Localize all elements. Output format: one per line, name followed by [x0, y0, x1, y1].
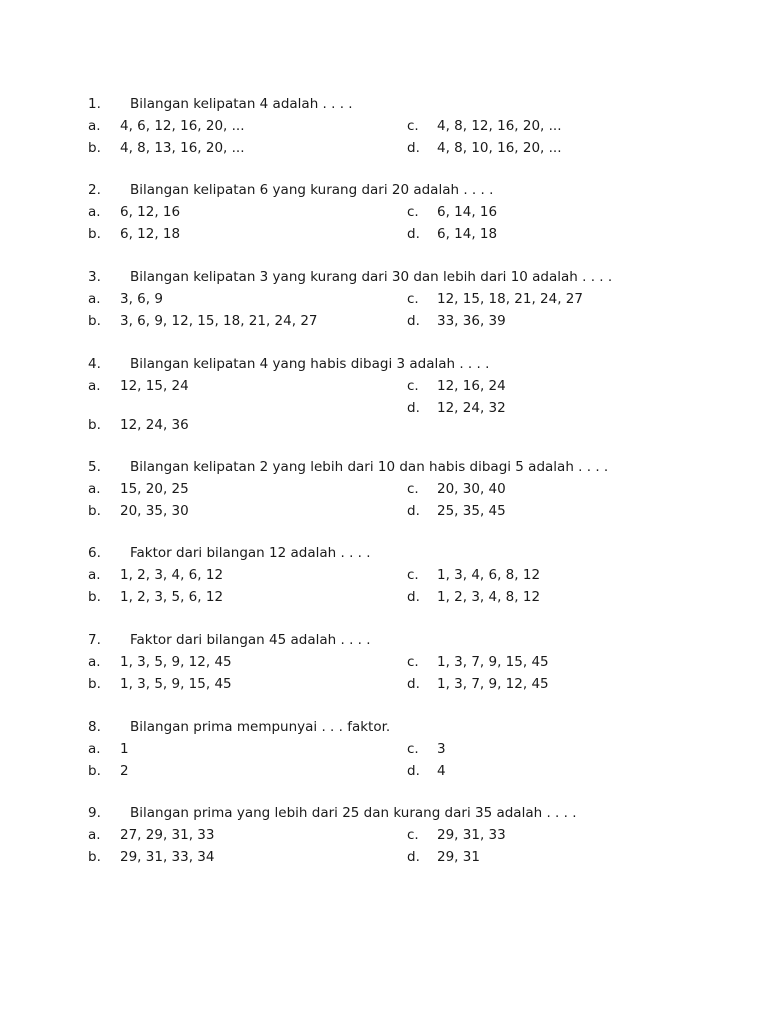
option-a-text: 6, 12, 16	[120, 204, 181, 220]
option-b-text: 1, 2, 3, 5, 6, 12	[120, 589, 224, 605]
option-letter: c.	[407, 567, 419, 583]
option-letter: a.	[88, 741, 101, 757]
option-c-text: 12, 15, 18, 21, 24, 27	[437, 291, 583, 307]
option-letter: a.	[88, 118, 101, 134]
option-letter: d.	[407, 763, 420, 779]
option-a-text: 4, 6, 12, 16, 20, ...	[120, 118, 245, 134]
option-b-text: 3, 6, 9, 12, 15, 18, 21, 24, 27	[120, 313, 318, 329]
option-c-text: 4, 8, 12, 16, 20, ...	[437, 118, 562, 134]
option-letter: b.	[88, 140, 101, 156]
option-letter: c.	[407, 291, 419, 307]
question-number: 9.	[88, 805, 101, 821]
question-text: Faktor dari bilangan 45 adalah . . . .	[130, 632, 371, 648]
option-c-text: 29, 31, 33	[437, 827, 506, 843]
option-letter: b.	[88, 417, 101, 433]
option-letter: b.	[88, 676, 101, 692]
option-a-text: 12, 15, 24	[120, 378, 189, 394]
question-number: 6.	[88, 545, 101, 561]
option-letter: c.	[407, 654, 419, 670]
option-d-text: 6, 14, 18	[437, 226, 498, 242]
option-c-text: 6, 14, 16	[437, 204, 498, 220]
question-text: Bilangan prima mempunyai . . . faktor.	[130, 719, 391, 735]
option-letter: d.	[407, 226, 420, 242]
question-text: Faktor dari bilangan 12 adalah . . . .	[130, 545, 371, 561]
question-text: Bilangan prima yang lebih dari 25 dan kurang dari 35 adalah . . . .	[130, 805, 577, 821]
option-d-text: 29, 31	[437, 849, 480, 865]
option-b-text: 20, 35, 30	[120, 503, 189, 519]
option-d-text: 4	[437, 763, 446, 779]
option-letter: c.	[407, 827, 419, 843]
option-a-text: 27, 29, 31, 33	[120, 827, 215, 843]
option-a-text: 1, 2, 3, 4, 6, 12	[120, 567, 224, 583]
option-letter: b.	[88, 849, 101, 865]
option-d-text: 4, 8, 10, 16, 20, ...	[437, 140, 562, 156]
option-a-text: 3, 6, 9	[120, 291, 163, 307]
option-letter: d.	[407, 589, 420, 605]
option-letter: d.	[407, 140, 420, 156]
question-number: 4.	[88, 356, 101, 372]
option-letter: a.	[88, 827, 101, 843]
option-letter: c.	[407, 204, 419, 220]
option-c-text: 1, 3, 7, 9, 15, 45	[437, 654, 549, 670]
option-letter: c.	[407, 378, 419, 394]
option-b-text: 4, 8, 13, 16, 20, ...	[120, 140, 245, 156]
option-letter: d.	[407, 400, 420, 416]
option-d-text: 25, 35, 45	[437, 503, 506, 519]
question-text: Bilangan kelipatan 4 adalah . . . .	[130, 96, 353, 112]
option-letter: a.	[88, 567, 101, 583]
question-text: Bilangan kelipatan 4 yang habis dibagi 3 adalah . . . .	[130, 356, 490, 372]
question-number: 5.	[88, 459, 101, 475]
option-c-text: 12, 16, 24	[437, 378, 506, 394]
option-d-text: 1, 3, 7, 9, 12, 45	[437, 676, 549, 692]
option-letter: d.	[407, 676, 420, 692]
option-letter: a.	[88, 378, 101, 394]
option-letter: d.	[407, 849, 420, 865]
question-text: Bilangan kelipatan 3 yang kurang dari 30 dan lebih dari 10 adalah . . . .	[130, 269, 613, 285]
option-a-text: 15, 20, 25	[120, 481, 189, 497]
question-number: 7.	[88, 632, 101, 648]
option-letter: d.	[407, 503, 420, 519]
option-letter: b.	[88, 763, 101, 779]
option-letter: c.	[407, 118, 419, 134]
option-letter: b.	[88, 589, 101, 605]
option-letter: b.	[88, 313, 101, 329]
option-d-text: 12, 24, 32	[437, 400, 506, 416]
question-text: Bilangan kelipatan 6 yang kurang dari 20 adalah . . . .	[130, 182, 494, 198]
question-number: 2.	[88, 182, 101, 198]
option-letter: a.	[88, 204, 101, 220]
option-letter: a.	[88, 291, 101, 307]
question-number: 8.	[88, 719, 101, 735]
option-a-text: 1, 3, 5, 9, 12, 45	[120, 654, 232, 670]
option-d-text: 1, 2, 3, 4, 8, 12	[437, 589, 541, 605]
question-text: Bilangan kelipatan 2 yang lebih dari 10 dan habis dibagi 5 adalah . . . .	[130, 459, 609, 475]
option-b-text: 29, 31, 33, 34	[120, 849, 215, 865]
option-letter: c.	[407, 481, 419, 497]
option-letter: b.	[88, 503, 101, 519]
option-letter: c.	[407, 741, 419, 757]
option-c-text: 1, 3, 4, 6, 8, 12	[437, 567, 541, 583]
option-letter: a.	[88, 481, 101, 497]
option-c-text: 20, 30, 40	[437, 481, 506, 497]
option-b-text: 12, 24, 36	[120, 417, 189, 433]
option-c-text: 3	[437, 741, 446, 757]
option-letter: d.	[407, 313, 420, 329]
option-letter: b.	[88, 226, 101, 242]
option-b-text: 1, 3, 5, 9, 15, 45	[120, 676, 232, 692]
option-d-text: 33, 36, 39	[437, 313, 506, 329]
option-a-text: 1	[120, 741, 129, 757]
option-letter: a.	[88, 654, 101, 670]
option-b-text: 2	[120, 763, 129, 779]
question-number: 3.	[88, 269, 101, 285]
question-number: 1.	[88, 96, 101, 112]
option-b-text: 6, 12, 18	[120, 226, 181, 242]
